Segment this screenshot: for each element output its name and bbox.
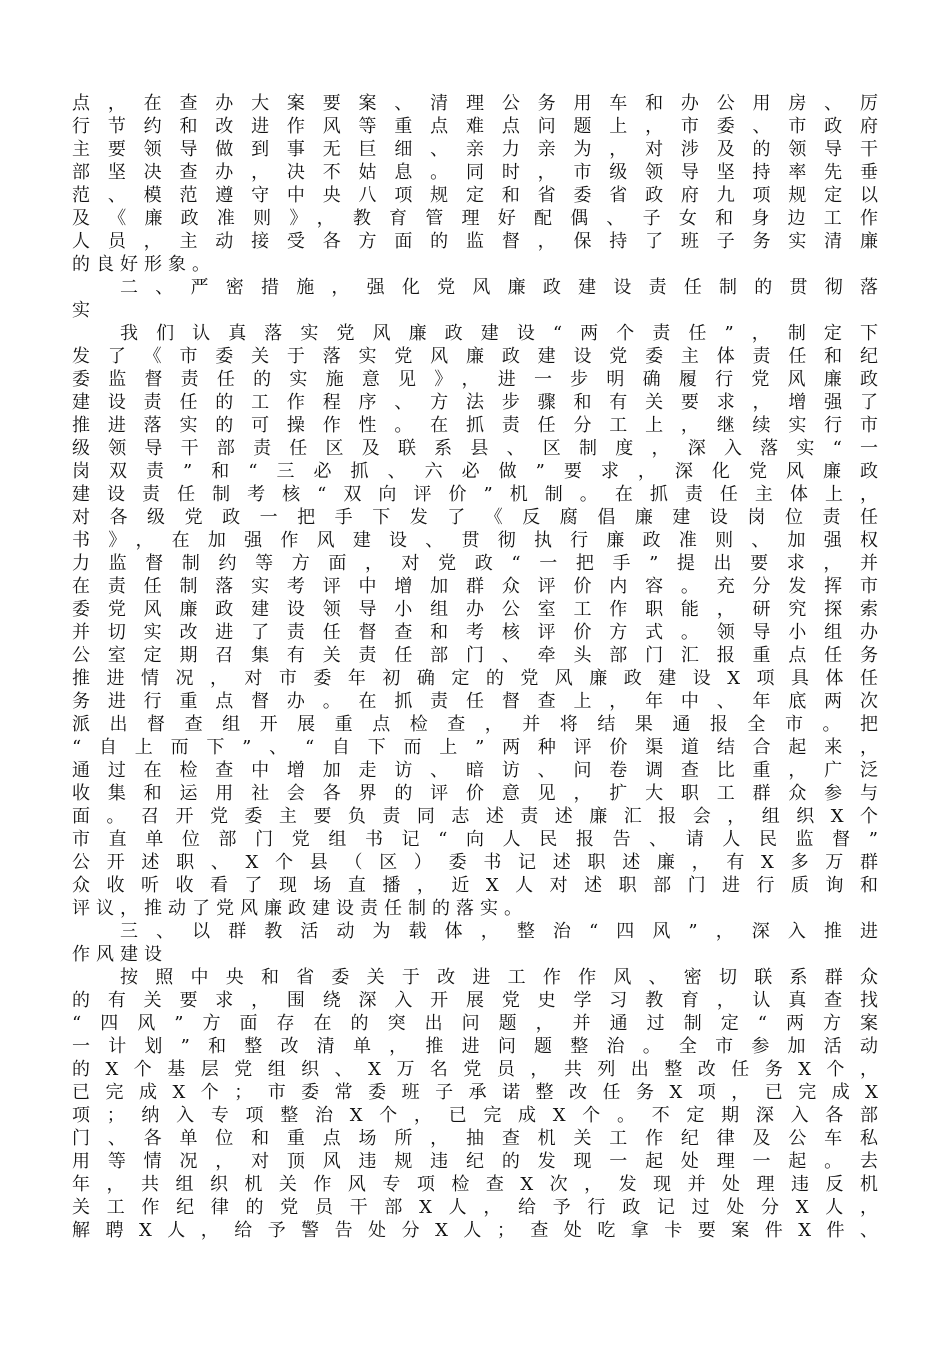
text-line: 关工作纪律的党员干部X人，给予行政记过处分X人， (72, 1197, 878, 1218)
text-line: 门、各单位和重点场所，抽查机关工作纪律及公车私 (72, 1128, 878, 1149)
text-line: “自上而下”、“自下而上”两种评价渠道结合起来， (72, 737, 878, 758)
text-line: 点，在查办大案要案、清理公务用车和办公用房、厉 (72, 93, 878, 114)
text-line: 评议，推动了党风廉政建设责任制的落实。 (72, 898, 528, 919)
text-line: 务进行重点督办。在抓责任督查上，年中、年底两次 (72, 691, 878, 712)
section-heading-3-end: 作风建设 (72, 944, 168, 965)
text-line: 级领导干部责任区及联系县、区制度，深入落实“一 (72, 438, 878, 459)
text-line: 推进落实的可操作性。在抓责任分工上，继续实行市 (72, 415, 878, 436)
text-line: 公室定期召集有关责任部门、牵头部门汇报重点任务 (72, 645, 878, 666)
text-line: 力监督制约等方面，对党政“一把手”提出要求，并 (72, 553, 878, 574)
text-line: 按照中央和省委关于改进工作作风、密切联系群众 (120, 967, 878, 988)
text-line: 的有关要求，围绕深入开展党史学习教育，认真查找 (72, 990, 878, 1011)
text-line: 书》，在加强作风建设、贯彻执行廉政准则、加强权 (72, 530, 878, 551)
text-line: 部坚决查办，决不姑息。同时，市级领导坚持率先垂 (72, 162, 878, 183)
text-line: 收集和运用社会各界的评价意见，扩大职工群众参与 (72, 783, 878, 804)
text-line: 并切实改进了责任督查和考核评价方式。领导小组办 (72, 622, 878, 643)
section-heading-3: 三、以群教活动为载体，整治“四风”，深入推进 (120, 921, 878, 942)
text-line: 对各级党政一把手下发了《反腐倡廉建设岗位责任 (72, 507, 878, 528)
text-line: 行节约和改进作风等重点难点问题上，市委、市政府 (72, 116, 878, 137)
text-line: 的良好形象。 (72, 254, 216, 275)
text-line: 解聘X人，给予警告处分X人；查处吃拿卡要案件X件、 (72, 1220, 878, 1241)
text-line: 在责任制落实考评中增加群众评价内容。充分发挥市 (72, 576, 878, 597)
section-heading-2-end: 实 (72, 300, 96, 321)
text-line: 的X个基层党组织、X万名党员，共列出整改任务X个， (72, 1059, 878, 1080)
text-line: 公开述职、X个县（区）委书记述职述廉，有X多万群 (72, 852, 878, 873)
text-line: 年，共组织机关作风专项检查X次，发现并处理违反机 (72, 1174, 878, 1195)
text-line: 建设责任制考核“双向评价”机制。在抓责任主体上， (72, 484, 878, 505)
section-heading-2: 二、严密措施，强化党风廉政建设责任制的贯彻落 (120, 277, 878, 298)
text-line: 委监督责任的实施意见》，进一步明确履行党风廉政 (72, 369, 878, 390)
text-line: 市直单位部门党组书记“向人民报告、请人民监督” (72, 829, 878, 850)
text-line: 我们认真落实党风廉政建设“两个责任”，制定下 (120, 323, 878, 344)
text-line: 通过在检查中增加走访、暗访、问卷调查比重，广泛 (72, 760, 878, 781)
text-line: 委党风廉政建设领导小组办公室工作职能，研究探索 (72, 599, 878, 620)
text-line: 岗双责”和“三必抓、六必做”要求，深化党风廉政 (72, 461, 878, 482)
text-line: 及《廉政准则》，教育管理好配偶、子女和身边工作 (72, 208, 878, 229)
text-line: 已完成X个；市委常委班子承诺整改任务X项，已完成X (72, 1082, 878, 1103)
text-line: 发了《市委关于落实党风廉政建设党委主体责任和纪 (72, 346, 878, 367)
text-line: 主要领导做到事无巨细、亲力亲为，对涉及的领导干 (72, 139, 878, 160)
text-line: 范、模范遵守中央八项规定和省委省政府九项规定以 (72, 185, 878, 206)
text-line: 推进情况，对市委年初确定的党风廉政建设X项具体任 (72, 668, 878, 689)
text-line: 面。召开党委主要负责同志述责述廉汇报会，组织X个 (72, 806, 878, 827)
text-line: 用等情况，对顶风违规违纪的发现一起处理一起。去 (72, 1151, 878, 1172)
text-line: 一计划”和整改清单，推进问题整治。全市参加活动 (72, 1036, 878, 1057)
text-line: 建设责任的工作程序、方法步骤和有关要求，增强了 (72, 392, 878, 413)
text-line: “四风”方面存在的突出问题，并通过制定“两方案 (72, 1013, 878, 1034)
text-line: 众收听收看了现场直播，近X人对述职部门进行质询和 (72, 875, 878, 896)
text-line: 项；纳入专项整治X个，已完成X个。不定期深入各部 (72, 1105, 878, 1126)
document-page (72, 92, 878, 1292)
text-line: 人员，主动接受各方面的监督，保持了班子务实清廉 (72, 231, 878, 252)
text-line: 派出督查组开展重点检查，并将结果通报全市。把 (72, 714, 878, 735)
